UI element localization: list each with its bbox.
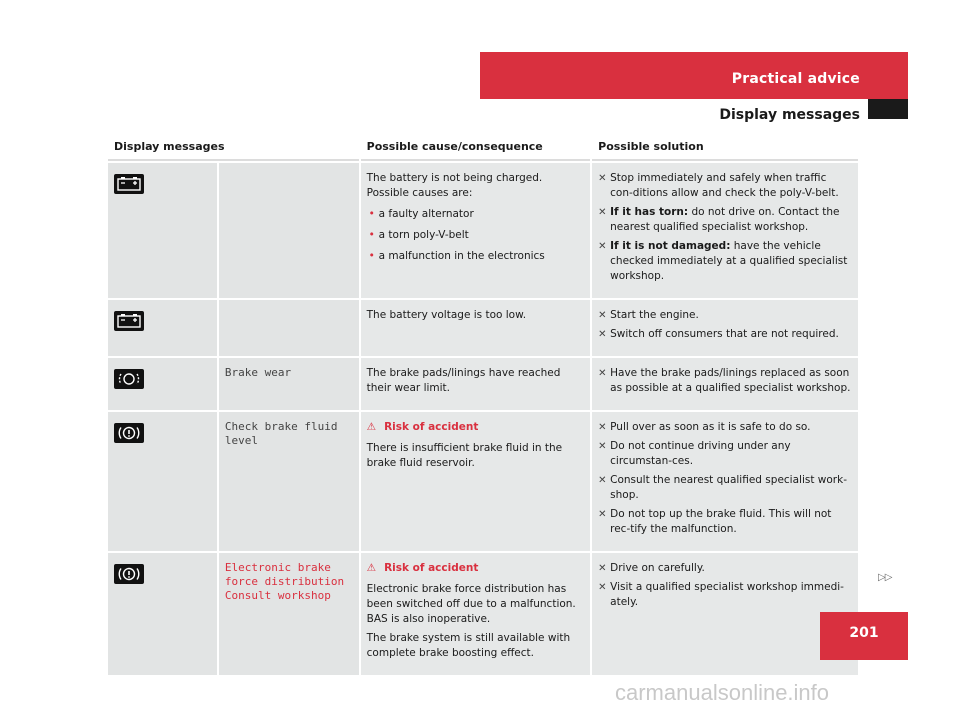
solution-step: ✕ Have the brake pads/linings replaced as soon as possible at a qualified specialist workshop. [598,367,851,394]
cause-text: The battery voltage is too low. [366,309,527,321]
cause-intro: The battery is not being charged. Possible causes are: [366,172,543,199]
table-row [108,358,858,410]
battery-icon [114,174,144,194]
risk-warning: ⚠ Risk of accident [366,562,479,574]
watermark: carmanualsonline.info [615,680,830,705]
table-row [108,553,858,675]
header-section-banner [480,52,908,99]
solution-cell [592,412,858,551]
cause-cell [361,412,591,551]
cause-text: There is insufficient brake fluid in the brake fluid reservoir. [366,442,563,469]
step-arrow-icon: ✕ [598,368,607,379]
table-row [108,300,858,356]
solution-step: ✕ Switch off consumers that are not required. [598,328,839,340]
display-text-cell [219,300,359,356]
display-icon-cell [108,553,217,675]
brake-wear-icon [114,369,144,389]
solution-step: ✕ Visit a qualified specialist workshop immedi-ately. [598,581,844,608]
display-text-cell [219,163,359,298]
solution-step: ✕ Pull over as soon as it is safe to do so. [598,421,811,433]
column-header-cause: Possible cause/consequence [361,135,591,161]
battery-icon [114,311,144,331]
step-arrow-icon: ✕ [598,475,607,486]
step-arrow-icon: ✕ [598,329,607,340]
solution-step: ✕ If it is not damaged: have the vehicle checked immediately at a qualified specialist workshop. [598,240,848,282]
step-arrow-icon: ✕ [598,582,607,593]
risk-warning: ⚠ Risk of accident [366,421,479,433]
brake-warning-icon [114,423,144,443]
table-row [108,163,858,298]
warning-triangle-icon: ⚠ [366,421,377,433]
column-header-display-messages: Display messages [108,135,359,161]
solution-cell [592,358,858,410]
step-arrow-icon: ✕ [598,173,607,184]
solution-step: ✕ Drive on carefully. [598,562,705,574]
header-section-title: Practical advice [731,71,860,87]
display-icon-cell [108,358,217,410]
solution-step: ✕ If it has torn: do not drive on. Contact the nearest qualified specialist workshop. [598,206,840,233]
display-messages-table [106,133,860,677]
display-text-cell: Brake wear [219,358,359,410]
warning-triangle-icon: ⚠ [366,562,377,574]
cause-cell [361,358,591,410]
solution-step: ✕ Do not continue driving under any circumstan-ces. [598,440,791,467]
brake-warning-icon [114,564,144,584]
cause-bullet: • a faulty alternator [367,207,585,222]
cause-cell [361,300,591,356]
cause-bullet: • a torn poly-V-belt [367,228,585,243]
cause-bullet: • a malfunction in the electronics [367,249,585,264]
display-text-cell: Electronic brake force distribution Consult workshop [219,553,359,675]
cause-cell [361,163,591,298]
step-arrow-icon: ✕ [598,241,607,252]
continue-marker: ▷▷ [878,572,892,583]
step-arrow-icon: ✕ [598,441,607,452]
cause-text: Electronic brake force distribution has been switched off due to a malfunction. BAS is also inoperative. [366,583,576,625]
solution-cell [592,553,858,675]
step-arrow-icon: ✕ [598,310,607,321]
solution-cell [592,300,858,356]
step-arrow-icon: ✕ [598,207,607,218]
cause-cell [361,553,591,675]
display-icon-cell [108,300,217,356]
display-icon-cell [108,163,217,298]
display-text-cell: Check brake fluid level [219,412,359,551]
display-icon-cell [108,412,217,551]
solution-step: ✕ Start the engine. [598,309,699,321]
step-arrow-icon: ✕ [598,509,607,520]
solution-step: ✕ Consult the nearest qualified specialist work-shop. [598,474,847,501]
header-subsection-title: Display messages [719,107,860,123]
step-arrow-icon: ✕ [598,422,607,433]
solution-step: ✕ Do not top up the brake fluid. This will not rec-tify the malfunction. [598,508,832,535]
column-header-solution: Possible solution [592,135,858,161]
solution-step: ✕ Stop immediately and safely when traffic con-ditions allow and check the poly-V-belt. [598,172,839,199]
table-row [108,412,858,551]
page-number: 201 [820,612,908,660]
step-arrow-icon: ✕ [598,563,607,574]
cause-text-secondary: The brake system is still available with complete brake boosting effect. [366,632,571,659]
table-header-row [108,135,858,161]
header-black-tab [868,99,908,119]
solution-cell [592,163,858,298]
cause-text: The brake pads/linings have reached their wear limit. [366,367,561,394]
